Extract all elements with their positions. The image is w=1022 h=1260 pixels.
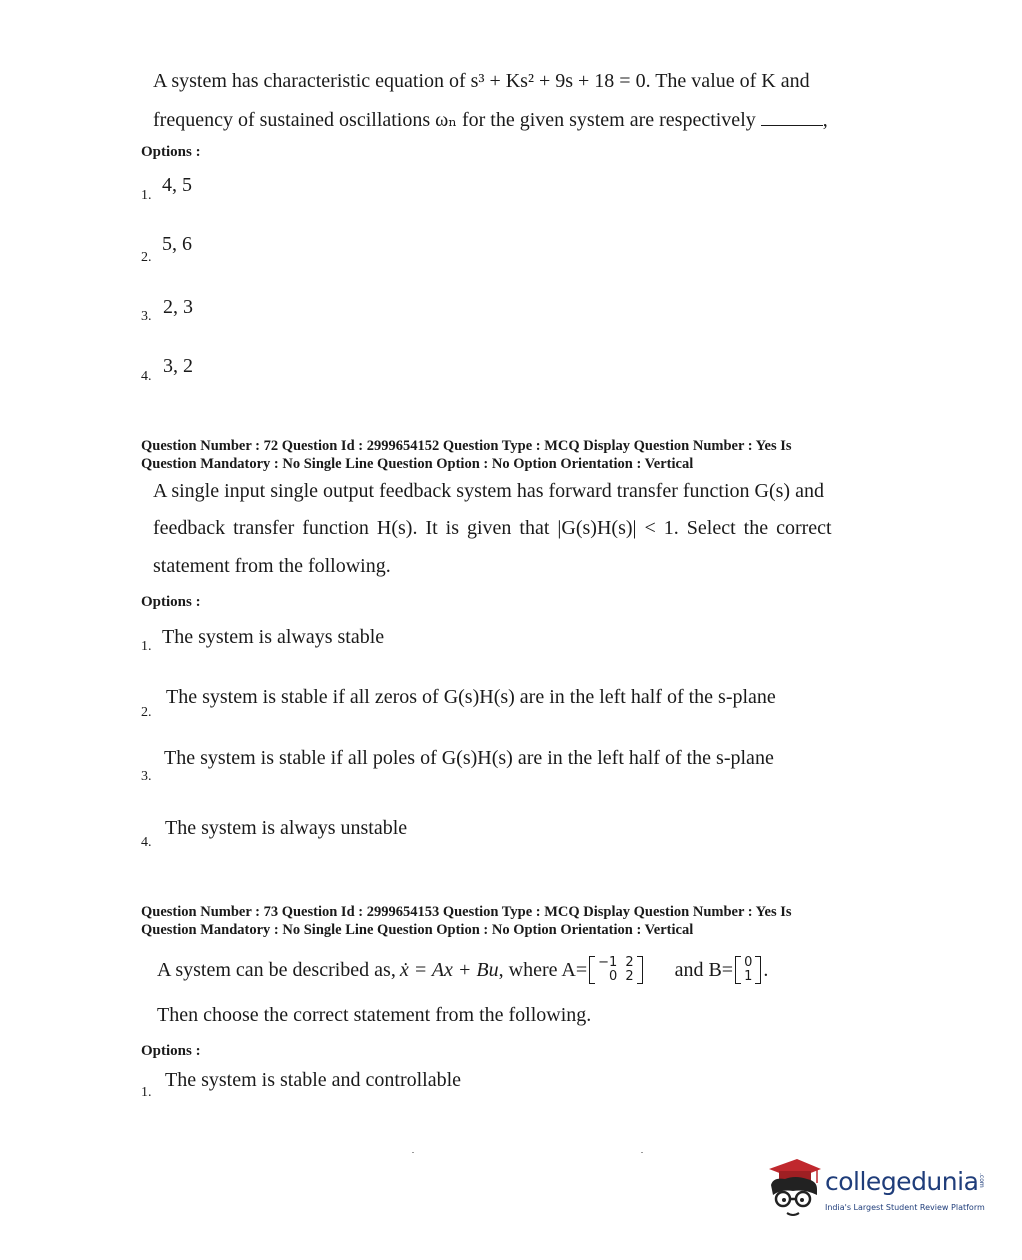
q71-option-3[interactable]: 2, 3: [163, 296, 193, 318]
q72-option-3-number: 3.: [141, 769, 152, 784]
q71-option-1-number: 1.: [141, 188, 152, 203]
q72-option-2[interactable]: The system is stable if all zeros of G(s)H(s) are in the left half of the s-plane: [166, 686, 776, 708]
q72-stem-line1: A single input single output feedback system has forward transfer function G(s) and: [153, 480, 824, 502]
q73-state-equation: ẋ = Ax + Bu: [399, 958, 499, 981]
q72-meta-line2: Question Mandatory : No Single Line Question Option : No Option Orientation : Vertical: [141, 456, 694, 472]
q73-stem-prefix: A system can be described as,: [157, 958, 396, 981]
matrix-a-cell: 2: [625, 955, 634, 970]
q72-option-3[interactable]: The system is stable if all poles of G(s)H(s) are in the left half of the s-plane: [164, 747, 774, 769]
matrix-b: [735, 956, 761, 984]
q71-option-2[interactable]: 5, 6: [162, 233, 192, 255]
q73-option-1[interactable]: The system is stable and controllable: [165, 1069, 462, 1091]
q72-option-1-number: 1.: [141, 639, 152, 654]
q73-options-label: Options :: [141, 1043, 201, 1059]
q71-stem-line1: A system has characteristic equation of s³ + Ks² + 9s + 18 = 0. The value of K and: [153, 70, 810, 92]
matrix-a-cell: 0: [609, 969, 618, 984]
logo-dotcom: .com: [978, 1173, 985, 1188]
q73-stem-line1: [157, 951, 768, 989]
q73-meta-line1: Question Number : 73 Question Id : 2999654153 Question Type : MCQ Display Question Number : Yes Is: [141, 904, 792, 920]
graduate-mascot-icon: [765, 1155, 825, 1225]
q72-stem-line3: statement from the following.: [153, 555, 391, 577]
matrix-a-cell: 2: [625, 969, 634, 984]
q71-stem-line2-text: frequency of sustained oscillations ωₙ for the given system are respectively: [153, 109, 756, 131]
q71-stem-line2: [153, 107, 828, 132]
q72-options-label: Options :: [141, 594, 201, 610]
answer-blank: [761, 111, 823, 126]
collegedunia-logo[interactable]: [765, 1155, 995, 1225]
q73-stem-and: and B=: [674, 958, 734, 981]
logo-tagline: India's Largest Student Review Platform: [825, 1203, 985, 1212]
q73-stem-where: , where A=: [498, 958, 588, 981]
q72-stem-line2: feedback transfer function H(s). It is given that |G(s)H(s)| < 1. Select the correct: [153, 517, 832, 539]
q73-stem-end: .: [763, 958, 769, 981]
logo-wordmark: collegedunia: [825, 1167, 979, 1196]
scan-speck: [641, 1152, 643, 1153]
matrix-b-cell: 1: [744, 969, 753, 984]
q72-option-4[interactable]: The system is always unstable: [165, 817, 408, 839]
q71-option-3-number: 3.: [141, 309, 152, 324]
q71-option-1[interactable]: 4, 5: [162, 174, 192, 196]
q71-option-4-number: 4.: [141, 369, 152, 384]
matrix-b-cell: 0: [744, 955, 753, 970]
q73-option-1-number: 1.: [141, 1085, 152, 1100]
q72-option-2-number: 2.: [141, 705, 152, 720]
q73-meta-line2: Question Mandatory : No Single Line Question Option : No Option Orientation : Vertical: [141, 922, 694, 938]
matrix-a: [589, 956, 642, 984]
scan-speck: [412, 1152, 414, 1153]
matrix-a-cell: −1: [598, 955, 618, 970]
q72-option-4-number: 4.: [141, 835, 152, 850]
q72-meta-line1: Question Number : 72 Question Id : 2999654152 Question Type : MCQ Display Question Number : Yes Is: [141, 438, 792, 454]
q73-stem-line2: Then choose the correct statement from the following.: [157, 1004, 592, 1026]
q71-stem-line2-end: ,: [822, 109, 828, 131]
q71-option-2-number: 2.: [141, 250, 152, 265]
q71-option-4[interactable]: 3, 2: [163, 355, 193, 377]
q72-option-1[interactable]: The system is always stable: [162, 626, 385, 648]
q71-options-label: Options :: [141, 144, 201, 160]
